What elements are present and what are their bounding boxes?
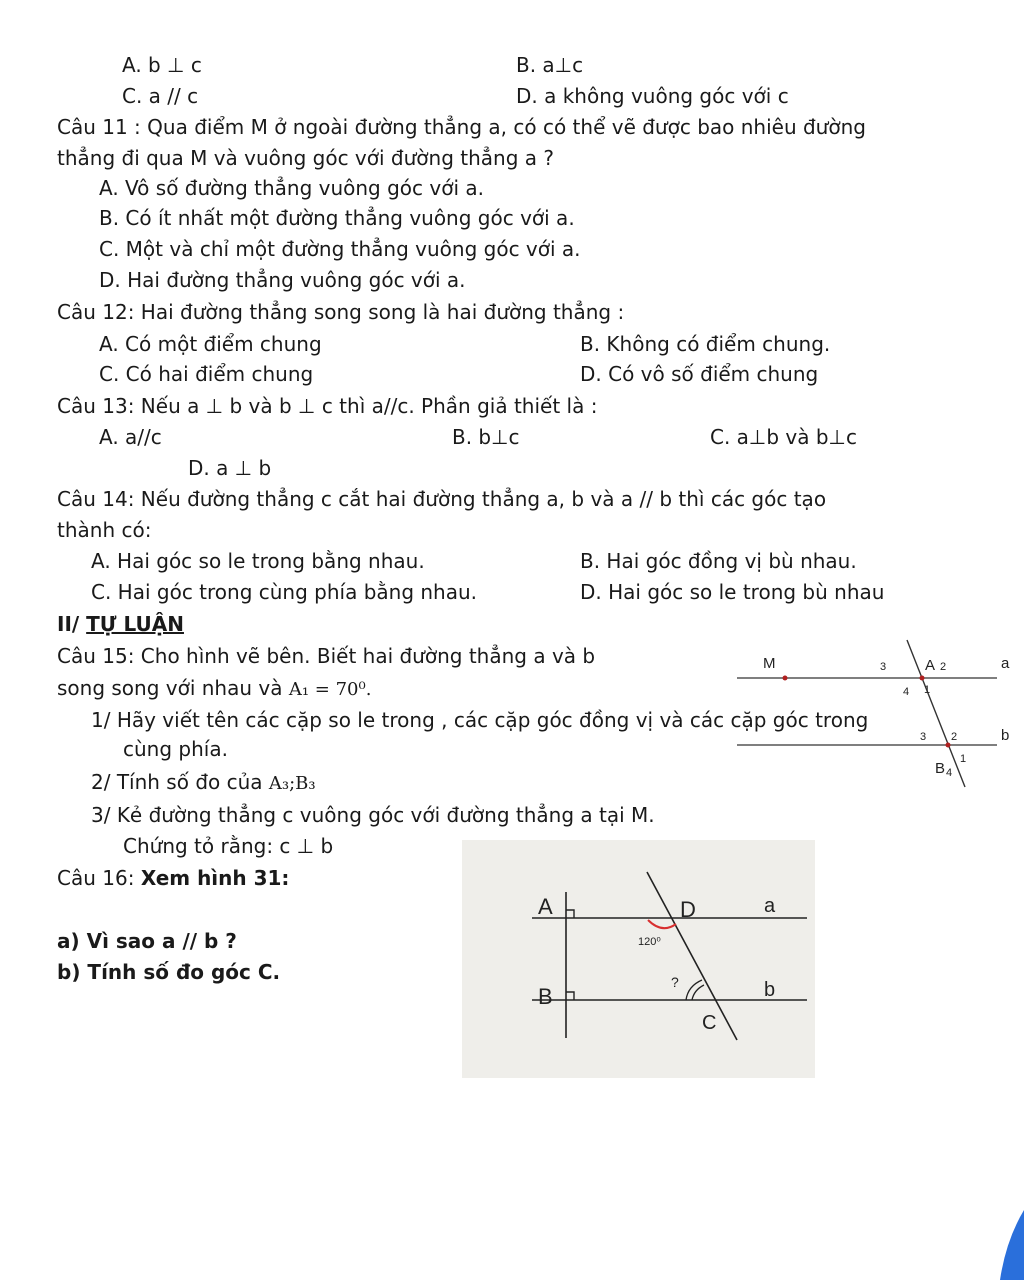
unknown-angle-label: ? <box>671 974 679 990</box>
q14-text-line2: thành có: <box>57 518 152 542</box>
angle-a4: 4 <box>903 686 910 698</box>
q14-option-d: D. Hai góc so le trong bù nhau <box>580 580 885 604</box>
q11-text-line1: Câu 11 : Qua điểm M ở ngoài đường thẳng a, có có thể vẽ được bao nhiêu đường <box>57 115 866 139</box>
section-number: II/ <box>57 612 80 636</box>
q15-line2-formula: A₁ = 70⁰. <box>288 679 372 700</box>
q14-option-a: A. Hai góc so le trong bằng nhau. <box>91 549 425 573</box>
angle-b4: 4 <box>946 767 953 779</box>
option-c: C. a // c <box>122 84 199 108</box>
q15-text-line1: Câu 15: Cho hình vẽ bên. Biết hai đường thẳng a và b <box>57 644 596 668</box>
point-m <box>783 676 788 681</box>
q12-option-d: D. Có vô số điểm chung <box>580 362 819 386</box>
figure-31-background <box>462 840 815 1078</box>
q15-text-line2 <box>57 678 371 699</box>
section-title: TỰ LUẬN <box>86 612 184 636</box>
q12-text: Câu 12: Hai đường thẳng song song là hai đường thẳng : <box>57 300 625 324</box>
q11-option-c: C. Một và chỉ một đường thẳng vuông góc với a. <box>99 237 581 261</box>
option-a: A. b ⊥ c <box>122 53 202 77</box>
option-b: B. a⊥c <box>516 53 584 77</box>
angle-120-label: 120⁰ <box>638 936 661 948</box>
label-a: A <box>925 657 936 674</box>
q16-title-label: Câu 16: <box>57 866 135 890</box>
label-d-point: D <box>680 897 696 922</box>
angle-a2: 2 <box>940 661 947 673</box>
angle-b2: 2 <box>951 731 958 743</box>
point-b <box>946 743 951 748</box>
q12-option-b: B. Không có điểm chung. <box>580 332 831 356</box>
option-d: D. a không vuông góc với c <box>516 84 789 108</box>
q15-part3-line1: 3/ Kẻ đường thẳng c vuông góc với đường thẳng a tại M. <box>91 803 655 827</box>
q13-option-a: A. a//c <box>99 425 162 449</box>
q15-part3-line2: Chứng tỏ rằng: c ⊥ b <box>123 834 334 858</box>
q14-option-b: B. Hai góc đồng vị bù nhau. <box>580 549 857 573</box>
q11-text-line2: thẳng đi qua M và vuông góc với đường thẳng a ? <box>57 146 554 170</box>
q15-part2-formula: A₃;B₃ <box>268 773 316 794</box>
label-b-point: B <box>538 984 553 1009</box>
q16-part-b: b) Tính số đo góc C. <box>57 960 281 984</box>
point-a <box>920 676 925 681</box>
corner-tab-icon <box>1000 1210 1024 1280</box>
q15-line2-text: song song với nhau và <box>57 676 283 700</box>
q12-option-c: C. Có hai điểm chung <box>99 362 314 386</box>
label-line-b: b <box>1001 727 1010 744</box>
label-m: M <box>763 655 776 672</box>
q13-option-c: C. a⊥b và b⊥c <box>710 425 857 449</box>
label-line-b: b <box>764 979 776 1001</box>
q16-title-ref: Xem hình 31: <box>140 866 290 890</box>
label-line-a: a <box>764 895 776 917</box>
label-line-a: a <box>1001 655 1010 672</box>
angle-b3: 3 <box>920 731 927 743</box>
q13-option-d: D. a ⊥ b <box>188 456 272 480</box>
q11-option-b: B. Có ít nhất một đường thẳng vuông góc với a. <box>99 206 575 230</box>
section-heading <box>57 614 184 634</box>
q13-text: Câu 13: Nếu a ⊥ b và b ⊥ c thì a//c. Phần giả thiết là : <box>57 394 598 418</box>
label-c-point: C <box>702 1012 717 1034</box>
angle-b1: 1 <box>960 753 967 765</box>
q16-part-a: a) Vì sao a // b ? <box>57 929 237 953</box>
q13-option-b: B. b⊥c <box>452 425 520 449</box>
label-a-point: A <box>538 894 553 919</box>
q11-option-d: D. Hai đường thẳng vuông góc với a. <box>99 268 466 292</box>
figure-q15 <box>735 632 1024 792</box>
q14-option-c: C. Hai góc trong cùng phía bằng nhau. <box>91 580 478 604</box>
q15-part1-line2: cùng phía. <box>123 737 228 761</box>
q12-option-a: A. Có một điểm chung <box>99 332 322 356</box>
q11-option-a: A. Vô số đường thẳng vuông góc với a. <box>99 176 484 200</box>
q16-title <box>57 868 289 888</box>
q14-text-line1: Câu 14: Nếu đường thẳng c cắt hai đường thẳng a, b và a // b thì các góc tạo <box>57 487 827 511</box>
q15-part2-text: 2/ Tính số đo của <box>91 770 263 794</box>
angle-a3: 3 <box>880 661 887 673</box>
q15-part1-line1: 1/ Hãy viết tên các cặp so le trong , các cặp góc đồng vị và các cặp góc trong <box>91 708 869 732</box>
label-b: B <box>935 760 946 777</box>
angle-a1: 1 <box>924 684 931 696</box>
figure-31 <box>462 840 815 1078</box>
q15-part2 <box>91 772 316 793</box>
